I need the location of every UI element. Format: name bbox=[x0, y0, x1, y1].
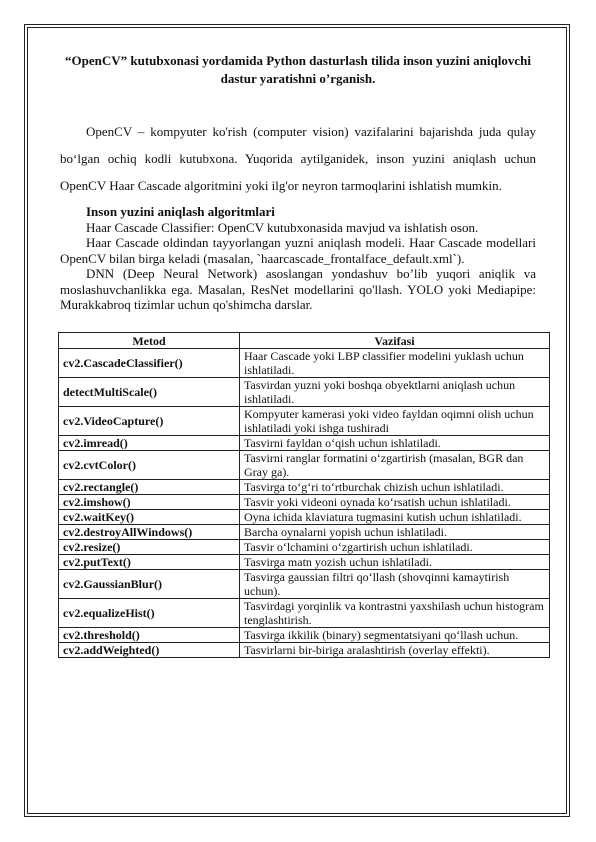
purpose-cell: Tasvir o‘lchamini o‘zgartirish uchun ishlatiladi. bbox=[240, 540, 550, 555]
table-row bbox=[59, 378, 550, 407]
method-cell: cv2.imshow() bbox=[59, 495, 240, 510]
purpose-cell: Tasvirni fayldan o‘qish uchun ishlatiladi. bbox=[240, 436, 550, 451]
method-cell: cv2.VideoCapture() bbox=[59, 407, 240, 436]
table-row bbox=[59, 436, 550, 451]
table-row bbox=[59, 495, 550, 510]
method-cell: cv2.CascadeClassifier() bbox=[59, 349, 240, 378]
purpose-cell: Oyna ichida klaviatura tugmasini kutish uchun ishlatiladi. bbox=[240, 510, 550, 525]
purpose-cell: Tasvirga ikkilik (binary) segmentatsiyani qo‘llash uchun. bbox=[240, 628, 550, 643]
method-cell: cv2.cvtColor() bbox=[59, 451, 240, 480]
algorithms-section bbox=[60, 204, 536, 313]
method-cell: cv2.GaussianBlur() bbox=[59, 570, 240, 599]
purpose-cell: Tasvirni ranglar formatini o‘zgartirish (masalan, BGR dan Gray ga). bbox=[240, 451, 550, 480]
intro-paragraph: OpenCV – kompyuter ko'rish (computer vision) vazifalarini bajarishda juda qulay bo‘lgan ochiq kodli kutubxona. Yuqorida aytilganidek, inson yuzini aniqlash uchun OpenCV Haar Cascade algoritmini yoki ilg'or neyron tarmoqlarini ishlatish mumkin. bbox=[60, 124, 536, 193]
purpose-cell: Tasvirdan yuzni yoki boshqa obyektlarni aniqlash uchun ishlatiladi. bbox=[240, 378, 550, 407]
purpose-cell: Tasvirga gaussian filtri qo‘llash (shovqinni kamaytirish uchun). bbox=[240, 570, 550, 599]
method-cell: cv2.imread() bbox=[59, 436, 240, 451]
column-header-method: Metod bbox=[59, 333, 240, 349]
method-cell: cv2.threshold() bbox=[59, 628, 240, 643]
table-header-row bbox=[59, 333, 550, 349]
method-cell: cv2.waitKey() bbox=[59, 510, 240, 525]
document-title: “OpenCV” kutubxonasi yordamida Python dasturlash tilida inson yuzini aniqlovchi dastur yaratishni o’rganish. bbox=[65, 53, 531, 86]
method-cell: cv2.resize() bbox=[59, 540, 240, 555]
table-row bbox=[59, 628, 550, 643]
purpose-cell: Kompyuter kamerasi yoki video fayldan oqimni olish uchun ishlatiladi yoki ishga tushiradi bbox=[240, 407, 550, 436]
section-heading: Inson yuzini aniqlash algoritmlari bbox=[86, 204, 275, 219]
section-paragraph: Haar Cascade Classifier: OpenCV kutubxonasida mavjud va ishlatish oson. bbox=[86, 219, 479, 235]
method-cell: detectMultiScale() bbox=[59, 378, 240, 407]
purpose-cell: Tasvirdagi yorqinlik va kontrastni yaxshilash uchun histogram tenglashtirish. bbox=[240, 599, 550, 628]
table-row bbox=[59, 525, 550, 540]
table-row bbox=[59, 555, 550, 570]
section-paragraph: DNN (Deep Neural Network) asoslangan yondashuv bo’lib yuqori aniqlik va moslashuvchanlikka ega. Masalan, ResNet modellarini qo'llash. YOLO yoki Mediapipe: Murakkabroq tizimlar uchun qo'shimcha darslar. bbox=[60, 266, 536, 312]
method-cell: cv2.addWeighted() bbox=[59, 643, 240, 658]
table-row bbox=[59, 643, 550, 658]
purpose-cell: Tasvirlarni bir-biriga aralashtirish (overlay effekti). bbox=[240, 643, 550, 658]
purpose-cell: Barcha oynalarni yopish uchun ishlatiladi. bbox=[240, 525, 550, 540]
table-row bbox=[59, 599, 550, 628]
methods-table bbox=[58, 332, 550, 658]
purpose-cell: Haar Cascade yoki LBP classifier modelini yuklash uchun ishlatiladi. bbox=[240, 349, 550, 378]
table-row bbox=[59, 540, 550, 555]
purpose-cell: Tasvirga matn yozish uchun ishlatiladi. bbox=[240, 555, 550, 570]
method-cell: cv2.putText() bbox=[59, 555, 240, 570]
method-cell: cv2.rectangle() bbox=[59, 480, 240, 495]
purpose-cell: Tasvirga to‘g‘ri to‘rtburchak chizish uchun ishlatiladi. bbox=[240, 480, 550, 495]
table-row bbox=[59, 510, 550, 525]
section-paragraph: Haar Cascade oldindan tayyorlangan yuzni aniqlash modeli. Haar Cascade modellari OpenCV bilan birga keladi (masalan, `haarcascade_frontalface_default.xml`). bbox=[60, 235, 536, 266]
column-header-purpose: Vazifasi bbox=[240, 333, 550, 349]
table-row bbox=[59, 349, 550, 378]
table-row bbox=[59, 570, 550, 599]
table-row bbox=[59, 407, 550, 436]
purpose-cell: Tasvir yoki videoni oynada ko‘rsatish uchun ishlatiladi. bbox=[240, 495, 550, 510]
method-cell: cv2.destroyAllWindows() bbox=[59, 525, 240, 540]
method-cell: cv2.equalizeHist() bbox=[59, 599, 240, 628]
table-row bbox=[59, 480, 550, 495]
table-row bbox=[59, 451, 550, 480]
